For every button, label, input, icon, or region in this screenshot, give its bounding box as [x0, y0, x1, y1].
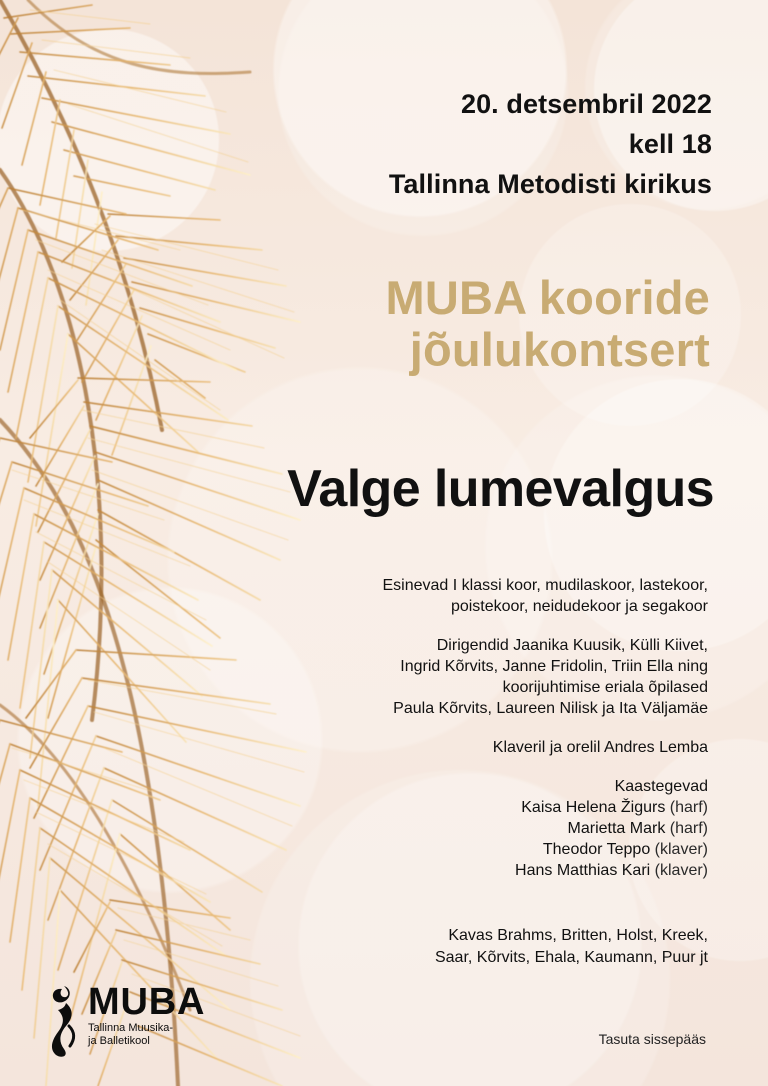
guest-line	[288, 860, 708, 881]
program-line: Saar, Kõrvits, Ehala, Kaumann, Puur jt	[434, 949, 708, 966]
muba-logo-name: MUBA	[88, 981, 206, 1023]
guest-line	[288, 797, 708, 818]
muba-logo	[44, 983, 234, 1063]
conductors-line: Ingrid Kõrvits, Janne Fridolin, Triin Ella ning	[400, 658, 708, 675]
concert-details	[288, 575, 708, 899]
guests-block	[288, 776, 708, 881]
guest-name: Kaisa Helena Žigurs	[521, 799, 666, 816]
program	[378, 925, 708, 969]
performers-line: poistekoor, neidudekoor ja segakoor	[450, 598, 708, 615]
muba-logo-subtitle-line: Tallinna Muusika-	[88, 1022, 173, 1034]
guest-role: (klaver)	[650, 841, 708, 858]
performers-block	[288, 575, 708, 617]
concert-title-line: MUBA kooride	[385, 271, 710, 324]
guests-heading: Kaastegevad	[614, 778, 708, 795]
guest-name: Theodor Teppo	[542, 841, 651, 858]
guest-role: (klaver)	[650, 862, 708, 879]
guest-line	[288, 839, 708, 860]
event-time: kell 18	[628, 129, 712, 159]
muba-logo-icon	[44, 983, 82, 1059]
event-venue: Tallinna Metodisti kirikus	[388, 169, 712, 199]
guest-role: (harf)	[665, 820, 708, 837]
muba-logo-subtitle	[88, 1022, 173, 1048]
guest-name: Hans Matthias Kari	[515, 862, 651, 879]
accompanist-line: Klaveril ja orelil Andres Lemba	[492, 739, 708, 756]
performers-line: Esinevad I klassi koor, mudilaskoor, lastekoor,	[382, 577, 708, 594]
accompanist-block	[288, 737, 708, 758]
guest-name: Marietta Mark	[567, 820, 666, 837]
concert-title-line: jõulukontsert	[409, 323, 710, 376]
muba-logo-subtitle-line: ja Balletikool	[88, 1035, 150, 1047]
program-line: Kavas Brahms, Britten, Holst, Kreek,	[448, 927, 708, 944]
conductors-line: Dirigendid Jaanika Kuusik, Külli Kiivet,	[436, 637, 708, 654]
guest-role: (harf)	[665, 799, 708, 816]
conductors-line: Paula Kõrvits, Laureen Nilisk ja Ita Väljamäe	[393, 700, 708, 717]
guest-line	[288, 818, 708, 839]
admission-note: Tasuta sissepääs	[598, 1031, 706, 1047]
event-date: 20. detsembril 2022	[460, 89, 712, 119]
event-info	[352, 84, 712, 204]
concert-title	[270, 272, 710, 376]
concert-name: Valge lumevalgus	[287, 460, 714, 518]
conductors-line: koorijuhtimise eriala õpilased	[502, 679, 708, 696]
conductors-block	[288, 635, 708, 719]
